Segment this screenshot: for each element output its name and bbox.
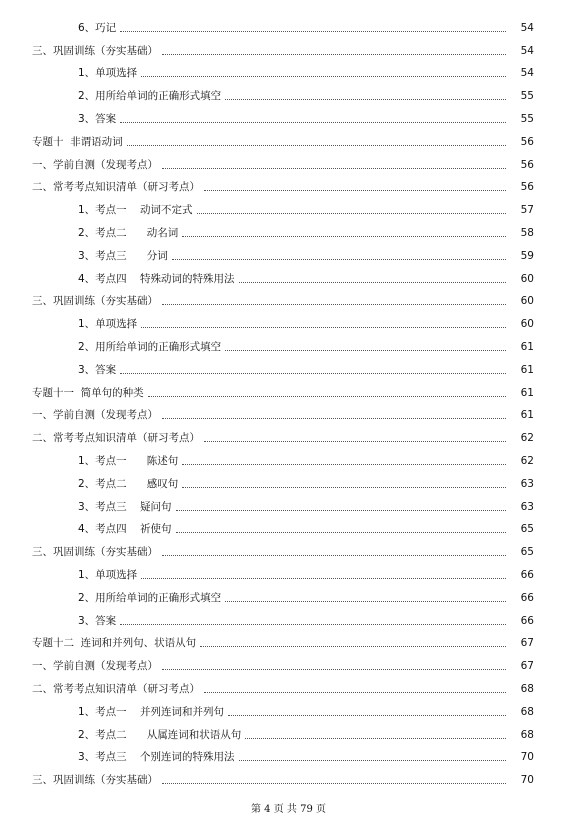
toc-entry-title: 三、巩固训练（夯实基础） xyxy=(32,295,158,308)
dot-leader xyxy=(127,144,506,146)
toc-entry[interactable] xyxy=(0,468,577,491)
toc-entry-title: 专题十 非谓语动词 xyxy=(32,135,123,148)
toc-entry-title: 三、巩固训练（夯实基础） xyxy=(32,546,158,559)
toc-entry-title: 二、常考考点知识清单（研习考点） xyxy=(32,432,200,445)
toc-entry[interactable] xyxy=(0,172,577,195)
toc-entry-title: 专题十二 连词和并列句、状语从句 xyxy=(32,637,197,650)
toc-entry[interactable] xyxy=(0,696,577,719)
toc-entry-title: 一、学前自测（发现考点） xyxy=(32,660,158,673)
toc-entry-title: 3、答案 xyxy=(78,112,117,125)
toc-entry-page: 54 xyxy=(520,44,534,57)
toc-entry-title: 2、考点二 从属连词和状语从句 xyxy=(78,728,242,741)
dot-leader xyxy=(141,326,506,328)
toc-entry-title: 三、巩固训练（夯实基础） xyxy=(32,44,158,57)
toc-entry-page: 57 xyxy=(520,204,534,217)
toc-entry-page: 55 xyxy=(520,112,534,125)
toc-entry[interactable] xyxy=(0,559,577,582)
dot-leader xyxy=(162,167,506,169)
toc-entry-page: 65 xyxy=(520,523,534,536)
table-of-contents xyxy=(0,12,577,787)
toc-entry-page: 58 xyxy=(520,226,534,239)
toc-entry[interactable] xyxy=(0,605,577,628)
toc-entry-page: 63 xyxy=(520,500,534,513)
toc-entry-title: 3、考点三 个别连词的特殊用法 xyxy=(78,751,235,764)
toc-entry-page: 61 xyxy=(520,340,534,353)
toc-entry-page: 56 xyxy=(520,135,534,148)
toc-entry[interactable] xyxy=(0,35,577,58)
toc-entry[interactable] xyxy=(0,194,577,217)
toc-entry[interactable] xyxy=(0,354,577,377)
dot-leader xyxy=(245,737,506,739)
page-footer: 第 4 页 共 79 页 xyxy=(251,804,326,815)
toc-entry-page: 61 xyxy=(520,386,534,399)
dot-leader xyxy=(172,258,506,260)
toc-entry[interactable] xyxy=(0,673,577,696)
dot-leader xyxy=(225,98,506,100)
dot-leader xyxy=(148,395,506,397)
dot-leader xyxy=(176,531,506,533)
toc-entry-page: 63 xyxy=(520,477,534,490)
toc-entry-page: 70 xyxy=(520,774,534,787)
toc-entry-page: 65 xyxy=(520,546,534,559)
dot-leader xyxy=(239,759,506,761)
toc-entry-title: 一、学前自测（发现考点） xyxy=(32,158,158,171)
dot-leader xyxy=(162,554,506,556)
toc-entry-title: 4、考点四 祈使句 xyxy=(78,523,172,536)
toc-entry-page: 66 xyxy=(520,591,534,604)
toc-entry-page: 54 xyxy=(520,21,534,34)
toc-entry-title: 3、答案 xyxy=(78,614,117,627)
toc-entry-title: 1、单项选择 xyxy=(78,318,138,331)
toc-entry[interactable] xyxy=(0,240,577,263)
toc-entry-title: 二、常考考点知识清单（研习考点） xyxy=(32,682,200,695)
toc-entry-title: 2、考点二 感叹句 xyxy=(78,477,179,490)
toc-entry-title: 1、单项选择 xyxy=(78,568,138,581)
toc-entry[interactable] xyxy=(0,217,577,240)
toc-entry-title: 4、考点四 特殊动词的特殊用法 xyxy=(78,272,235,285)
dot-leader xyxy=(162,417,506,419)
toc-entry-title: 1、考点一 动词不定式 xyxy=(78,204,193,217)
toc-entry-page: 61 xyxy=(520,409,534,422)
toc-entry[interactable] xyxy=(0,149,577,172)
toc-entry-page: 67 xyxy=(520,637,534,650)
toc-entry[interactable] xyxy=(0,331,577,354)
toc-entry[interactable] xyxy=(0,263,577,286)
toc-entry[interactable] xyxy=(0,742,577,765)
dot-leader xyxy=(200,645,506,647)
dot-leader xyxy=(176,509,506,511)
toc-entry[interactable] xyxy=(0,286,577,309)
dot-leader xyxy=(182,235,506,237)
toc-entry[interactable] xyxy=(0,582,577,605)
dot-leader xyxy=(204,440,506,442)
dot-leader xyxy=(182,486,506,488)
toc-entry-page: 55 xyxy=(520,90,534,103)
dot-leader xyxy=(225,600,506,602)
toc-entry-title: 1、单项选择 xyxy=(78,67,138,80)
dot-leader xyxy=(162,668,506,670)
toc-entry-page: 60 xyxy=(520,295,534,308)
toc-entry-page: 66 xyxy=(520,568,534,581)
toc-entry[interactable] xyxy=(0,536,577,559)
dot-leader xyxy=(204,691,506,693)
toc-entry-title: 6、巧记 xyxy=(78,21,117,34)
toc-entry-title: 2、用所给单词的正确形式填空 xyxy=(78,90,222,103)
dot-leader xyxy=(120,372,506,374)
toc-entry-page: 66 xyxy=(520,614,534,627)
toc-entry-page: 68 xyxy=(520,682,534,695)
toc-entry-page: 61 xyxy=(520,363,534,376)
toc-entry-page: 60 xyxy=(520,272,534,285)
toc-entry-title: 3、答案 xyxy=(78,363,117,376)
toc-entry-title: 一、学前自测（发现考点） xyxy=(32,409,158,422)
toc-entry-title: 1、考点一 并列连词和并列句 xyxy=(78,705,225,718)
dot-leader xyxy=(141,75,506,77)
toc-entry-page: 68 xyxy=(520,705,534,718)
toc-entry[interactable] xyxy=(0,764,577,787)
toc-entry[interactable] xyxy=(0,103,577,126)
toc-entry-title: 三、巩固训练（夯实基础） xyxy=(32,774,158,787)
toc-entry[interactable] xyxy=(0,377,577,400)
toc-entry[interactable] xyxy=(0,308,577,331)
dot-leader xyxy=(204,189,506,191)
toc-entry-title: 二、常考考点知识清单（研习考点） xyxy=(32,181,200,194)
toc-entry[interactable] xyxy=(0,126,577,149)
toc-entry-title: 专题十一 简单句的种类 xyxy=(32,386,144,399)
toc-entry-title: 2、考点二 动名词 xyxy=(78,226,179,239)
dot-leader xyxy=(182,463,506,465)
dot-leader xyxy=(120,30,506,32)
dot-leader xyxy=(239,281,506,283)
dot-leader xyxy=(197,212,506,214)
toc-entry[interactable] xyxy=(0,422,577,445)
toc-entry[interactable] xyxy=(0,58,577,81)
toc-entry[interactable] xyxy=(0,491,577,514)
toc-entry[interactable] xyxy=(0,514,577,537)
toc-entry-page: 70 xyxy=(520,751,534,764)
toc-entry[interactable] xyxy=(0,650,577,673)
toc-entry-title: 2、用所给单词的正确形式填空 xyxy=(78,591,222,604)
toc-entry-page: 68 xyxy=(520,728,534,741)
dot-leader xyxy=(162,53,506,55)
toc-entry-page: 54 xyxy=(520,67,534,80)
toc-entry[interactable] xyxy=(0,400,577,423)
dot-leader xyxy=(141,577,506,579)
toc-entry-title: 2、用所给单词的正确形式填空 xyxy=(78,340,222,353)
toc-entry-page: 60 xyxy=(520,318,534,331)
toc-entry[interactable] xyxy=(0,80,577,103)
toc-entry-page: 67 xyxy=(520,660,534,673)
toc-entry-title: 3、考点三 疑问句 xyxy=(78,500,172,513)
dot-leader xyxy=(225,349,506,351)
toc-entry-page: 56 xyxy=(520,158,534,171)
dot-leader xyxy=(120,623,506,625)
toc-entry[interactable] xyxy=(0,12,577,35)
dot-leader xyxy=(162,303,506,305)
toc-entry[interactable] xyxy=(0,445,577,468)
toc-entry[interactable] xyxy=(0,628,577,651)
toc-entry-title: 3、考点三 分词 xyxy=(78,249,168,262)
toc-entry-page: 62 xyxy=(520,432,534,445)
dot-leader xyxy=(120,121,506,123)
toc-entry-page: 56 xyxy=(520,181,534,194)
toc-entry-page: 62 xyxy=(520,454,534,467)
toc-entry-page: 59 xyxy=(520,249,534,262)
dot-leader xyxy=(228,714,506,716)
toc-entry[interactable] xyxy=(0,719,577,742)
toc-entry-title: 1、考点一 陈述句 xyxy=(78,454,179,467)
dot-leader xyxy=(162,782,506,784)
